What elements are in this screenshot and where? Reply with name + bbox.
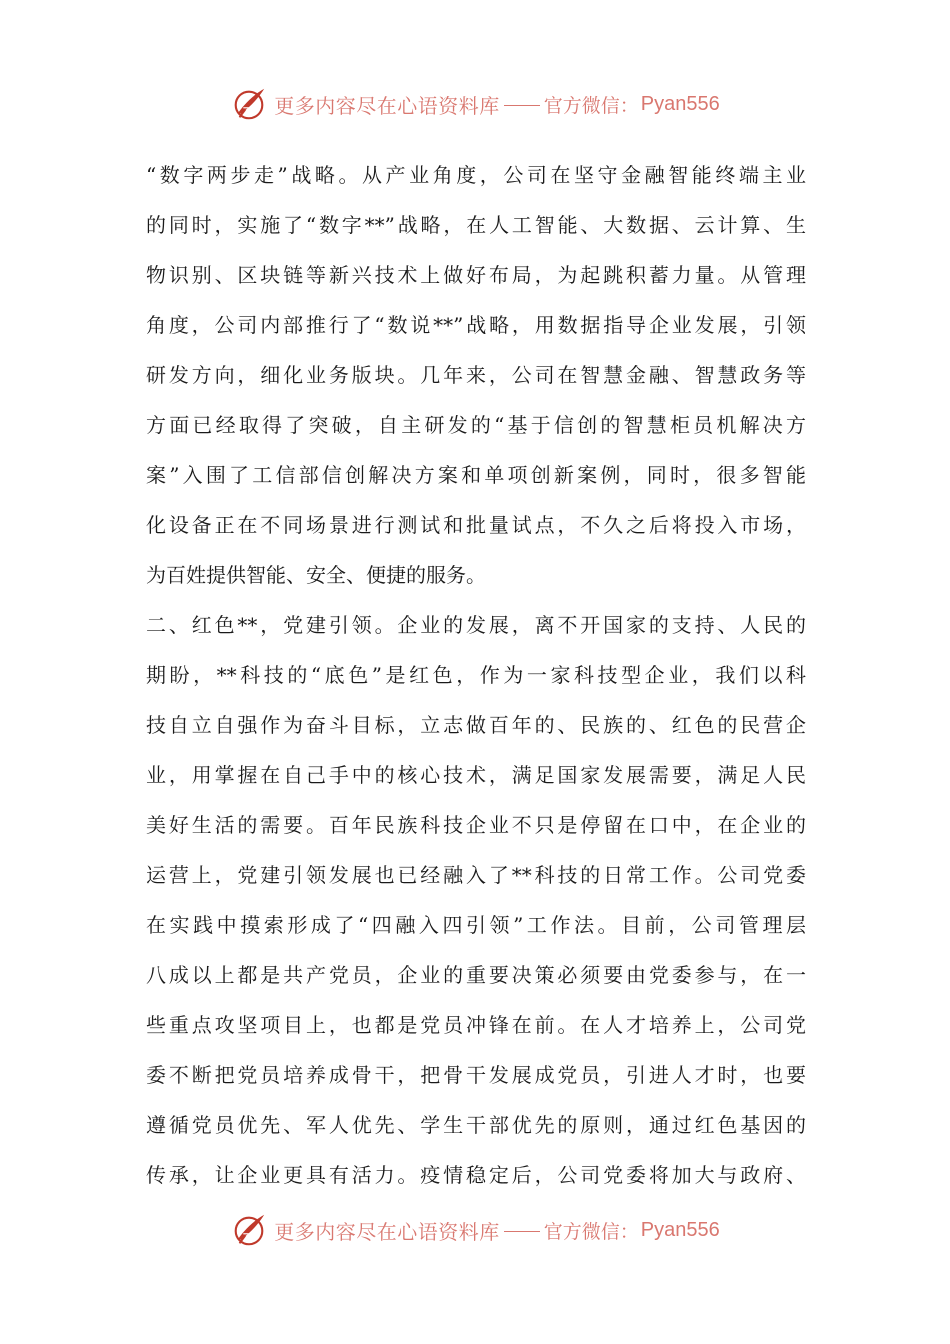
text-line-9: 为百姓提供智能、安全、便捷的服务。	[146, 563, 486, 587]
quill-pen-logo-icon	[230, 85, 268, 123]
text-line-11: 期盼，**科技的“底色”是红色，作为一家科技型企业，我们以科	[146, 663, 806, 687]
text-line-20: 遵循党员优先、军人优先、学生干部优先的原则，通过红色基因的	[146, 1113, 806, 1137]
banner-slogan: 更多内容尽在心语资料库	[274, 1219, 500, 1244]
text-line-8: 化设备正在不同场景进行测试和批量试点，不久之后将投入市场，	[146, 513, 806, 537]
banner-wechat-label: 官方微信：	[543, 1220, 639, 1243]
text-line-15: 运营上，党建引领发展也已经融入了**科技的日常工作。公司党委	[146, 863, 806, 887]
text-line-10: 二、红色**，党建引领。企业的发展，离不开国家的支持、人民的	[146, 613, 806, 637]
text-line-7: 案”入围了工信部信创解决方案和单项创新案例，同时，很多智能	[146, 463, 806, 487]
text-line-14: 美好生活的需要。百年民族科技企业不只是停留在口中，在企业的	[146, 813, 806, 837]
banner-dash	[504, 1231, 540, 1232]
footer-banner	[0, 1210, 950, 1250]
text-line-16: 在实践中摸索形成了“四融入四引领”工作法。目前，公司管理层	[146, 913, 806, 937]
text-line-17: 八成以上都是共产党员，企业的重要决策必须要由党委参与，在一	[146, 963, 806, 987]
banner-wechat-id: Pyan556	[640, 92, 720, 115]
banner-dash	[504, 105, 540, 106]
text-line-18: 些重点攻坚项目上，也都是党员冲锋在前。在人才培养上，公司党	[146, 1013, 806, 1037]
banner-wechat-id: Pyan556	[640, 1218, 720, 1241]
header-banner-content	[230, 85, 719, 123]
text-line-6: 方面已经取得了突破，自主研发的“基于信创的智慧柜员机解决方	[146, 413, 806, 437]
banner-slogan: 更多内容尽在心语资料库	[274, 93, 500, 118]
banner-wechat-label: 官方微信：	[543, 94, 639, 117]
text-line-5: 研发方向，细化业务版块。几年来，公司在智慧金融、智慧政务等	[146, 363, 806, 387]
text-line-3: 物识别、区块链等新兴技术上做好布局，为起跳积蓄力量。从管理	[146, 263, 806, 287]
text-line-2: 的同时，实施了“数字**”战略，在人工智能、大数据、云计算、生	[146, 213, 806, 237]
text-line-12: 技自立自强作为奋斗目标，立志做百年的、民族的、红色的民营企	[146, 713, 806, 737]
text-line-4: 角度，公司内部推行了“数说**”战略，用数据指导企业发展，引领	[146, 313, 806, 337]
footer-banner-content	[230, 1211, 719, 1249]
text-line-21: 传承，让企业更具有活力。疫情稳定后，公司党委将加大与政府、	[146, 1163, 806, 1187]
text-line-1: “数字两步走”战略。从产业角度，公司在坚守金融智能终端主业	[146, 163, 806, 187]
text-line-19: 委不断把党员培养成骨干，把骨干发展成党员，引进人才时，也要	[146, 1063, 806, 1087]
quill-pen-logo-icon	[230, 1211, 268, 1249]
header-banner	[0, 84, 950, 124]
body-text	[146, 150, 806, 1200]
text-line-13: 业，用掌握在自己手中的核心技术，满足国家发展需要，满足人民	[146, 763, 806, 787]
